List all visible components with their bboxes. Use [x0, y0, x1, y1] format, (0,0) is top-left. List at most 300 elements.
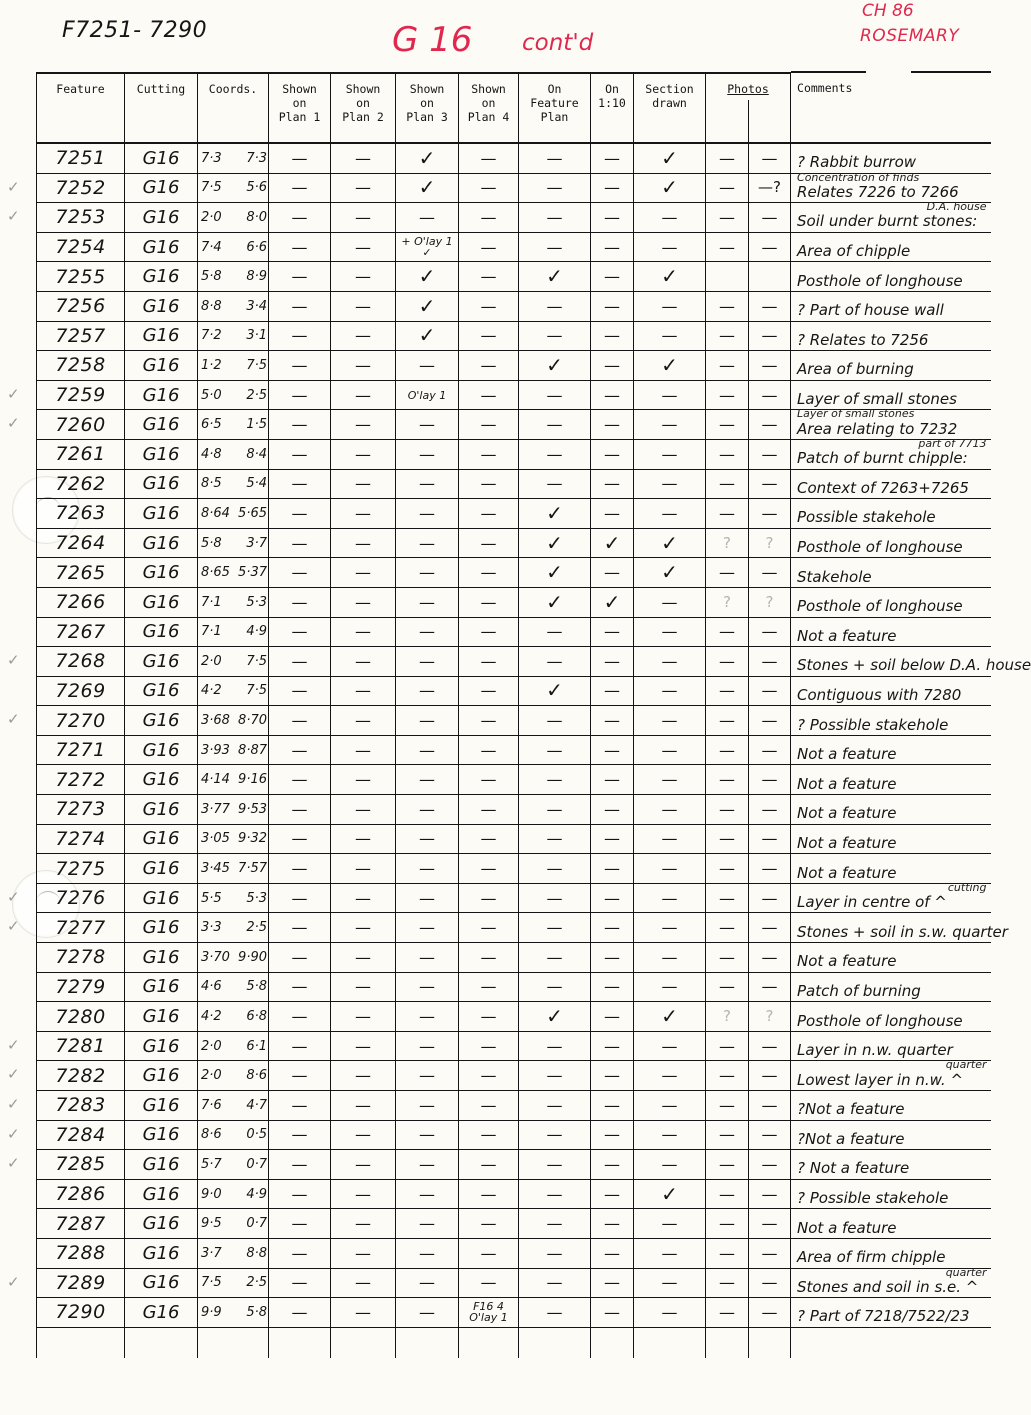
plan1-mark: —: [269, 558, 331, 588]
feature-plan-mark: ✓: [519, 558, 591, 588]
photo2-mark: ?: [749, 587, 791, 617]
feature-plan-mark: —: [519, 883, 591, 913]
coords-cell: [198, 1002, 269, 1032]
plan2-mark: —: [331, 765, 396, 795]
comments-cell: [791, 824, 991, 854]
section-drawn-mark: —: [634, 1091, 706, 1121]
cutting-cell: G16: [125, 528, 198, 558]
feature-cell: [37, 824, 125, 854]
feature-plan-mark: —: [519, 143, 591, 173]
photo2-mark: —: [749, 439, 791, 469]
plan1-mark: —: [269, 173, 331, 203]
blank-cell: [396, 1327, 459, 1358]
feature-number: 7274: [55, 827, 106, 850]
feature-number: 7252: [55, 176, 106, 199]
plan1-mark: —: [269, 469, 331, 499]
table-row: [37, 1238, 991, 1268]
feature-number: 7270: [55, 709, 106, 732]
plan1-mark: —: [269, 1091, 331, 1121]
plan4-mark: —: [459, 291, 519, 321]
table-row: [37, 351, 991, 381]
photo1-mark: —: [706, 943, 749, 973]
coord-y: 1·5: [246, 417, 267, 433]
one-ten-mark: —: [591, 1061, 634, 1091]
coord-x: 5·5: [201, 890, 222, 906]
plan4-mark: —: [459, 469, 519, 499]
plan1-mark: —: [269, 1238, 331, 1268]
comments-cell: [791, 1091, 991, 1121]
plan2-mark: —: [331, 587, 396, 617]
coord-x: 8·6: [201, 1127, 222, 1143]
header-one-ten: On 1:10: [591, 73, 634, 143]
coord-y: 8·4: [246, 446, 267, 462]
plan1-mark: —: [269, 143, 331, 173]
one-ten-mark: —: [591, 617, 634, 647]
table-row: [37, 1031, 991, 1061]
plan4-mark: —: [459, 913, 519, 943]
comment-text: ? Possible stakehole: [797, 1189, 949, 1208]
section-drawn-mark: —: [634, 795, 706, 825]
section-drawn-mark: —: [634, 291, 706, 321]
feature-number: 7286: [55, 1183, 106, 1206]
plan4-mark: —: [459, 262, 519, 292]
cutting-cell: G16: [125, 380, 198, 410]
coord-y: 9·16: [238, 772, 267, 788]
section-drawn-mark: —: [634, 943, 706, 973]
one-ten-mark: —: [591, 351, 634, 381]
feature-cell: [37, 291, 125, 321]
plan3-mark: + O'lay 1 ✓: [396, 232, 459, 262]
plan4-mark: —: [459, 1209, 519, 1239]
plan1-mark: —: [269, 795, 331, 825]
comment-text: ? Part of 7218/7522/23: [797, 1307, 970, 1326]
plan3-mark: —: [396, 972, 459, 1002]
section-drawn-mark: ✓: [634, 1002, 706, 1032]
plan1-mark: —: [269, 1179, 331, 1209]
coord-x: 3·68: [201, 713, 230, 729]
plan1-mark: —: [269, 1150, 331, 1180]
table-row: [37, 321, 991, 351]
feature-number: 7280: [55, 1005, 106, 1028]
plan3-mark: ✓: [396, 321, 459, 351]
coord-y: 3·1: [246, 328, 267, 344]
plan2-mark: —: [331, 321, 396, 351]
coords-cell: [198, 173, 269, 203]
coords-cell: [198, 706, 269, 736]
comments-cell: [791, 469, 991, 499]
feature-plan-mark: ✓: [519, 499, 591, 529]
coord-x: 4·8: [201, 446, 222, 462]
coord-x: 6·5: [201, 417, 222, 433]
plan1-mark: —: [269, 410, 331, 440]
table-row: [37, 972, 991, 1002]
table-row: [37, 1120, 991, 1150]
one-ten-mark: —: [591, 291, 634, 321]
photo1-mark: —: [706, 410, 749, 440]
photo2-mark: —: [749, 143, 791, 173]
plan4-mark: —: [459, 380, 519, 410]
photo1-mark: —: [706, 913, 749, 943]
section-drawn-mark: —: [634, 439, 706, 469]
feature-number: 7272: [55, 768, 106, 791]
comment-text: Not a feature: [797, 863, 897, 882]
coords-cell: [198, 143, 269, 173]
feature-number: 7265: [55, 561, 106, 584]
feature-number: 7281: [55, 1035, 106, 1058]
blank-row-group: [37, 1327, 991, 1358]
comments-cell: [791, 380, 991, 410]
plan3-mark: —: [396, 1061, 459, 1091]
coords-cell: [198, 380, 269, 410]
coord-y: 4·9: [246, 624, 267, 640]
table-row: [37, 587, 991, 617]
table-row: [37, 1061, 991, 1091]
photo1-mark: —: [706, 469, 749, 499]
margin-check-icon: ✓: [7, 1035, 20, 1054]
header-plan3: Shown on Plan 3: [396, 73, 459, 143]
plan3-mark: —: [396, 913, 459, 943]
plan4-mark: —: [459, 528, 519, 558]
coord-x: 3·93: [201, 742, 230, 758]
plan2-mark: —: [331, 795, 396, 825]
plan1-mark: —: [269, 1120, 331, 1150]
plan2-mark: —: [331, 1061, 396, 1091]
plan3-mark: —: [396, 203, 459, 233]
coord-y: 6·6: [246, 239, 267, 255]
section-drawn-mark: —: [634, 321, 706, 351]
feature-cell: [37, 765, 125, 795]
one-ten-mark: ✓: [591, 528, 634, 558]
plan3-mark: —: [396, 1268, 459, 1298]
feature-cell: [7, 1031, 125, 1061]
plan4-mark: —: [459, 232, 519, 262]
feature-plan-mark: —: [519, 617, 591, 647]
coord-y: 3·7: [246, 535, 267, 551]
feature-cell: [37, 1002, 125, 1032]
one-ten-mark: —: [591, 1002, 634, 1032]
margin-check-icon: ✓: [7, 1272, 20, 1291]
cutting-cell: G16: [125, 1150, 198, 1180]
photo2-mark: ?: [749, 528, 791, 558]
cutting-cell: G16: [125, 143, 198, 173]
section-drawn-mark: ✓: [634, 143, 706, 173]
coord-x: 4·14: [201, 772, 230, 788]
comment-text: Relates 7226 to 7266: [797, 182, 959, 201]
blank-cell: [791, 1327, 991, 1358]
photo1-mark: —: [706, 1150, 749, 1180]
margin-check-icon: ✓: [7, 1065, 20, 1084]
photo1-mark: ?: [706, 1002, 749, 1032]
plan3-mark: —: [396, 1209, 459, 1239]
table-row: [37, 647, 991, 677]
plan2-mark: —: [331, 528, 396, 558]
feature-plan-mark: ✓: [519, 676, 591, 706]
photo2-mark: —: [749, 943, 791, 973]
feature-cell: [37, 676, 125, 706]
feature-number: 7256: [55, 295, 106, 318]
photo2-mark: —: [749, 617, 791, 647]
comment-note: quarter: [945, 1058, 987, 1072]
photo1-mark: —: [706, 351, 749, 381]
plan2-mark: —: [331, 1179, 396, 1209]
feature-plan-mark: —: [519, 706, 591, 736]
table-row: [37, 1209, 991, 1239]
plan1-mark: —: [269, 439, 331, 469]
coord-x: 7·5: [201, 1275, 222, 1291]
feature-cell: [37, 943, 125, 973]
one-ten-mark: —: [591, 972, 634, 1002]
plan1-mark: —: [269, 883, 331, 913]
coord-x: 3·45: [201, 861, 230, 877]
photo2-mark: —: [749, 824, 791, 854]
coords-cell: [198, 676, 269, 706]
feature-cell: [37, 499, 125, 529]
plan4-mark: —: [459, 587, 519, 617]
plan1-mark: —: [269, 321, 331, 351]
plan3-mark: —: [396, 587, 459, 617]
comments-cell: [791, 499, 991, 529]
section-drawn-mark: —: [634, 410, 706, 440]
plan2-mark: —: [331, 943, 396, 973]
comments-cell: [791, 528, 991, 558]
cutting-cell: G16: [125, 617, 198, 647]
coord-x: 8·64: [201, 505, 230, 521]
photo1-mark: —: [706, 1061, 749, 1091]
table-row: [37, 765, 991, 795]
one-ten-mark: —: [591, 469, 634, 499]
blank-cell: [37, 1327, 125, 1358]
feature-plan-mark: —: [519, 1150, 591, 1180]
coords-cell: [198, 1209, 269, 1239]
feature-number: 7258: [55, 354, 106, 377]
coord-y: 8·0: [246, 209, 267, 225]
plan2-mark: —: [331, 499, 396, 529]
section-drawn-mark: —: [634, 1120, 706, 1150]
cutting-cell: G16: [125, 706, 198, 736]
plan2-mark: —: [331, 1209, 396, 1239]
coord-x: 7·6: [201, 1097, 222, 1113]
coords-cell: [198, 824, 269, 854]
feature-plan-mark: —: [519, 1209, 591, 1239]
coord-y: 8·6: [246, 1068, 267, 1084]
one-ten-mark: —: [591, 1031, 634, 1061]
plan1-mark: —: [269, 647, 331, 677]
plan2-mark: —: [331, 1002, 396, 1032]
feature-plan-mark: —: [519, 439, 591, 469]
plan1-mark: —: [269, 587, 331, 617]
comment-note: Concentration of finds: [797, 170, 920, 184]
photo2-mark: —: [749, 291, 791, 321]
comment-text: Area of chipple: [797, 242, 911, 261]
coords-cell: [198, 647, 269, 677]
coord-x: 9·9: [201, 1304, 222, 1320]
table-row: [37, 232, 991, 262]
feature-plan-mark: —: [519, 1120, 591, 1150]
comments-cell: [791, 1120, 991, 1150]
comment-text: Not a feature: [797, 804, 897, 823]
comments-cell: [791, 407, 991, 440]
plan4-mark: —: [459, 765, 519, 795]
plan4-mark: —: [459, 351, 519, 381]
photo2-mark: —: [749, 1298, 791, 1328]
coord-x: 2·0: [201, 653, 222, 669]
feature-plan-mark: ✓: [519, 351, 591, 381]
plan2-mark: —: [331, 647, 396, 677]
one-ten-mark: —: [591, 1179, 634, 1209]
plan3-mark: —: [396, 735, 459, 765]
feature-number: 7288: [55, 1242, 106, 1265]
one-ten-mark: —: [591, 647, 634, 677]
comment-text: ? Relates to 7256: [797, 330, 929, 349]
feature-number: 7284: [55, 1123, 106, 1146]
header-photos: [706, 73, 791, 143]
table-row: [37, 558, 991, 588]
header-cutting: Cutting: [125, 73, 198, 143]
feature-number: 7260: [55, 413, 106, 436]
feature-cell: [7, 1120, 125, 1150]
plan1-mark: —: [269, 291, 331, 321]
feature-plan-mark: —: [519, 1298, 591, 1328]
feature-number: 7290: [55, 1301, 106, 1324]
photo2-mark: —: [749, 203, 791, 233]
coord-x: 4·6: [201, 979, 222, 995]
coord-y: 0·7: [246, 1156, 267, 1172]
one-ten-mark: —: [591, 1150, 634, 1180]
plan2-mark: —: [331, 1238, 396, 1268]
feature-plan-mark: —: [519, 1179, 591, 1209]
margin-check-icon: ✓: [7, 1095, 20, 1113]
coord-y: 5·65: [238, 505, 267, 521]
table-row: [37, 380, 991, 410]
coords-cell: [198, 913, 269, 943]
coord-y: 7·3: [246, 150, 267, 166]
feature-plan-mark: —: [519, 173, 591, 203]
table-row: [37, 439, 991, 469]
coord-y: 8·8: [246, 1245, 267, 1261]
photo1-mark: —: [706, 824, 749, 854]
coord-y: 6·1: [246, 1038, 267, 1054]
table-row: [37, 706, 991, 736]
feature-plan-mark: —: [519, 647, 591, 677]
photo2-mark: —: [749, 1179, 791, 1209]
plan2-mark: —: [331, 735, 396, 765]
margin-check-icon: ✓: [7, 384, 20, 403]
coord-y: 4·7: [246, 1097, 267, 1113]
plan1-mark: —: [269, 1002, 331, 1032]
section-drawn-mark: —: [634, 1238, 706, 1268]
comments-cell: [791, 1265, 991, 1298]
comments-cell: [791, 1031, 991, 1061]
section-drawn-mark: —: [634, 824, 706, 854]
section-drawn-mark: —: [634, 203, 706, 233]
plan3-mark: —: [396, 439, 459, 469]
one-ten-mark: —: [591, 321, 634, 351]
comments-cell: [791, 795, 991, 825]
plan4-mark: —: [459, 321, 519, 351]
coords-cell: [198, 262, 269, 292]
feature-range-label: F7251- 7290: [62, 18, 208, 43]
table-row: [37, 1091, 991, 1121]
photo2-mark: —: [749, 558, 791, 588]
table-row: [37, 824, 991, 854]
site-code: CH 86: [862, 1, 914, 21]
feature-cell: [7, 883, 125, 913]
section-drawn-mark: —: [634, 380, 706, 410]
cutting-cell: G16: [125, 203, 198, 233]
one-ten-mark: —: [591, 1238, 634, 1268]
plan1-mark: —: [269, 351, 331, 381]
cutting-cell: G16: [125, 972, 198, 1002]
section-drawn-mark: —: [634, 469, 706, 499]
section-drawn-mark: —: [634, 1061, 706, 1091]
photo2-mark: —: [749, 1061, 791, 1091]
plan3-mark: —: [396, 1179, 459, 1209]
feature-plan-mark: —: [519, 380, 591, 410]
plan1-mark: —: [269, 1268, 331, 1298]
margin-check-icon: ✓: [7, 1154, 20, 1173]
section-drawn-mark: —: [634, 913, 706, 943]
feature-cell: [7, 647, 125, 677]
coord-x: 5·0: [201, 387, 222, 403]
section-drawn-mark: —: [634, 765, 706, 795]
comment-text: ? Rabbit burrow: [797, 153, 917, 172]
cutting-cell: G16: [125, 439, 198, 469]
plan4-mark: —: [459, 1061, 519, 1091]
feature-cell: [7, 410, 125, 440]
comments-cell: [791, 1002, 991, 1032]
plan1-mark: —: [269, 854, 331, 884]
comment-note: cutting: [947, 880, 987, 894]
photo1-mark: —: [706, 854, 749, 884]
photo1-mark: ?: [706, 587, 749, 617]
coord-x: 1·2: [201, 357, 222, 373]
section-drawn-mark: ✓: [634, 1179, 706, 1209]
feature-cell: [37, 528, 125, 558]
photo1-mark: —: [706, 1238, 749, 1268]
plan4-mark: F16 4 O'lay 1: [459, 1298, 519, 1328]
feature-plan-mark: —: [519, 943, 591, 973]
coord-y: 5·3: [246, 594, 267, 610]
coords-cell: [198, 528, 269, 558]
table-row: [37, 1268, 991, 1298]
plan1-mark: —: [269, 1298, 331, 1328]
comment-text: ? Possible stakehole: [797, 715, 949, 734]
comments-cell: [791, 1238, 991, 1268]
plan4-mark: —: [459, 795, 519, 825]
coords-cell: [198, 587, 269, 617]
feature-cell: [7, 1268, 125, 1298]
coord-y: 7·5: [246, 683, 267, 699]
photo2-mark: —: [749, 469, 791, 499]
plan2-mark: —: [331, 1091, 396, 1121]
coord-y: 9·53: [238, 801, 267, 817]
coord-x: 5·8: [201, 269, 222, 285]
photo2-mark: —: [749, 795, 791, 825]
photo2-mark: —: [749, 499, 791, 529]
coord-y: 7·57: [238, 861, 267, 877]
feature-plan-mark: —: [519, 854, 591, 884]
photo2-mark: —: [749, 1150, 791, 1180]
blank-cell: [749, 1327, 791, 1358]
plan4-mark: —: [459, 1002, 519, 1032]
coords-cell: [198, 1061, 269, 1091]
coord-x: 2·0: [201, 1068, 222, 1084]
plan2-mark: —: [331, 824, 396, 854]
comment-text: Layer in n.w. quarter: [797, 1041, 953, 1060]
feature-register-table: [7, 72, 1031, 1358]
section-drawn-mark: —: [634, 617, 706, 647]
table-row: [37, 1150, 991, 1180]
